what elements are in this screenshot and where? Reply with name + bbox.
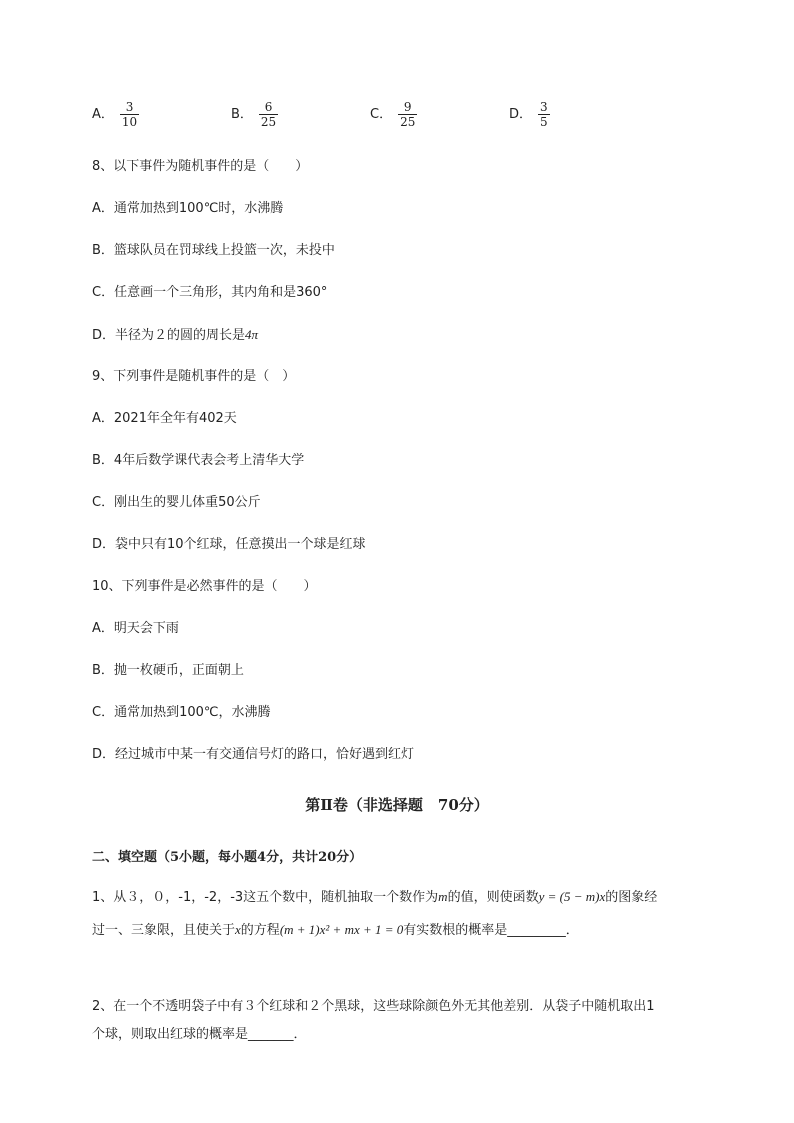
math-variable: m	[438, 889, 448, 904]
fill2-line1: 2、在一个不透明袋子中有３个红球和２个黑球，这些球除颜色外无其他差别．从袋子中随机取出1	[92, 999, 655, 1014]
denominator: 25	[260, 115, 277, 129]
q10-stem: 10、下列事件是必然事件的是（ ）	[92, 579, 317, 594]
section-heading: 二、填空题（5小题，每小题4分，共计20分）	[92, 850, 363, 865]
q10-option-c: C．通常加热到100℃，水沸腾	[92, 705, 271, 720]
part2-title: 第Ⅱ卷（非选择题 70分）	[305, 796, 489, 814]
question-text: 的值，则使函数	[447, 890, 539, 905]
q9-option-a: A．2021年全年有402天	[92, 411, 237, 426]
q10-option-a: A．明天会下雨	[92, 621, 179, 636]
q8-stem: 8、以下事件为随机事件的是（ ）	[92, 159, 309, 174]
fraction	[259, 100, 278, 129]
numerator: 3	[540, 100, 548, 114]
q10-option-d: D．经过城市中某一有交通信号灯的路口，恰好遇到红灯	[92, 747, 415, 762]
q7-option-c	[370, 100, 417, 129]
denominator: 25	[400, 115, 416, 129]
question-text: 有实数根的概率是_________．	[403, 923, 579, 938]
question-text: 1、从３，０，-1，-2，-3这五个数中，随机抽取一个数作为	[92, 890, 439, 905]
q10-option-b: B．抛一枚硬币，正面朝上	[92, 663, 244, 678]
math-expression: 4π	[245, 327, 259, 342]
math-variable: x	[235, 922, 241, 937]
question-text: 过一、三象限，且使关于	[92, 923, 236, 938]
denominator: 10	[121, 115, 138, 129]
question-text: 的方程	[240, 923, 280, 938]
numerator: 9	[398, 100, 417, 115]
fill1-line2	[92, 921, 579, 940]
q7-option-a	[92, 100, 139, 129]
q9-option-c: C．刚出生的婴儿体重50公斤	[92, 495, 261, 510]
math-expression: y = (5 − m)x	[538, 889, 606, 904]
math-expression: (m + 1)x² + mx + 1 = 0	[279, 922, 404, 937]
option-text: D．半径为２的圆的周长是	[92, 328, 246, 343]
option-label: C．	[370, 107, 393, 122]
numerator: 6	[259, 100, 278, 115]
q8-option-c: C．任意画一个三角形，其内角和是360°	[92, 285, 328, 300]
option-label: B．	[231, 107, 253, 122]
q7-option-d	[509, 100, 550, 129]
q8-option-b: B．篮球队员在罚球线上投篮一次，未投中	[92, 243, 335, 258]
q7-option-b	[231, 100, 278, 129]
denominator: 5	[540, 115, 548, 129]
fill2-line2: 个球，则取出红球的概率是_______．	[92, 1027, 307, 1042]
option-label: D．	[509, 107, 533, 122]
q9-option-d: D．袋中只有10个红球，任意摸出一个球是红球	[92, 537, 366, 552]
fill1-line1	[92, 888, 657, 907]
fraction	[398, 100, 417, 129]
option-label: A．	[92, 107, 114, 122]
q8-option-a: A．通常加热到100℃时，水沸腾	[92, 201, 284, 216]
question-text: 的图象经	[605, 890, 658, 905]
fraction	[538, 100, 550, 129]
numerator: 3	[120, 100, 139, 115]
q9-stem: 9、下列事件是随机事件的是（ ）	[92, 369, 296, 384]
fraction	[120, 100, 139, 129]
q9-option-b: B．4年后数学课代表会考上清华大学	[92, 453, 305, 468]
q8-option-d	[92, 326, 258, 345]
